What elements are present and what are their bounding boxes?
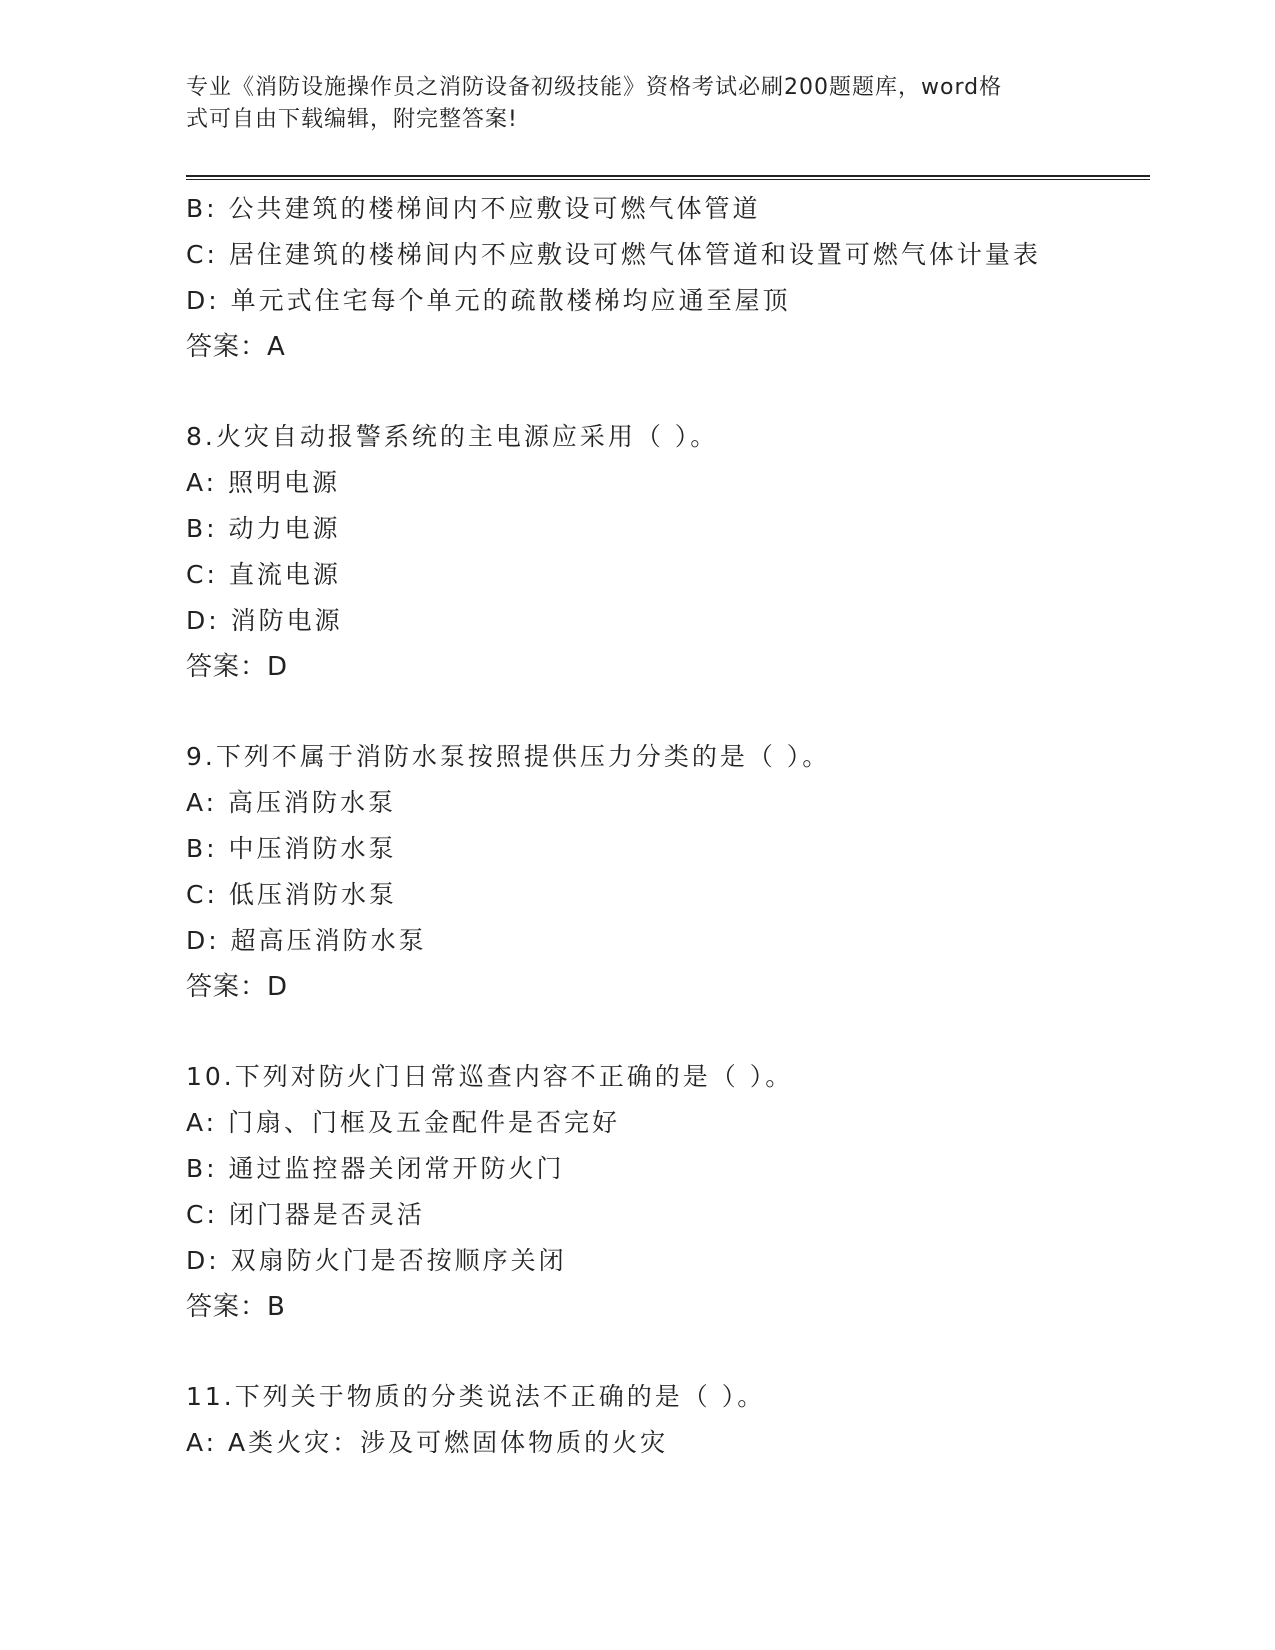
option-d: D: 消防电源 [186,606,343,635]
option-d: D: 超高压消防水泵 [186,926,427,955]
option-d: D: 双扇防火门是否按顺序关闭 [186,1246,567,1275]
option-a: A: A类火灾：涉及可燃固体物质的火灾 [186,1428,669,1457]
option-c: C: 闭门器是否灵活 [186,1200,425,1229]
question-stem: 8.火灾自动报警系统的主电源应采用（ ）。 [186,422,719,451]
question-10 [186,1054,1150,1330]
option-a: A: 高压消防水泵 [186,788,397,817]
spacer [186,690,1150,734]
option-b: B: 动力电源 [186,514,341,543]
option-b: B: 中压消防水泵 [186,834,397,863]
document-header [186,72,1066,136]
spacer [186,370,1150,414]
option-c: C: 低压消防水泵 [186,880,397,909]
option-a: A: 照明电源 [186,468,341,497]
spacer [186,1330,1150,1374]
question-list [186,186,1150,1466]
question-stem: 10.下列对防火门日常巡查内容不正确的是（ ）。 [186,1062,794,1091]
option-b: B: 通过监控器关闭常开防火门 [186,1154,565,1183]
question-9 [186,734,1150,1010]
option-b: B: 公共建筑的楼梯间内不应敷设可燃气体管道 [186,194,761,223]
header-line-1: 专业《消防设施操作员之消防设备初级技能》资格考试必刷200题题库，word格 [186,75,1003,100]
header-line-2: 式可自由下载编辑，附完整答案! [186,107,518,132]
question-stem: 11.下列关于物质的分类说法不正确的是（ ）。 [186,1382,766,1411]
option-c: C: 直流电源 [186,560,341,589]
option-c: C: 居住建筑的楼梯间内不应敷设可燃气体管道和设置可燃气体计量表 [186,240,1041,269]
spacer [186,1010,1150,1054]
question-stem: 9.下列不属于消防水泵按照提供压力分类的是（ ）。 [186,742,831,771]
answer: 答案：D [186,652,289,682]
answer: 答案：D [186,972,289,1002]
header-rule [186,175,1150,180]
answer: 答案：A [186,332,286,362]
question-11 [186,1374,1150,1466]
question-8 [186,414,1150,690]
option-d: D: 单元式住宅每个单元的疏散楼梯均应通至屋顶 [186,286,791,315]
question-7-tail [186,186,1150,370]
option-a: A: 门扇、门框及五金配件是否完好 [186,1108,621,1137]
answer: 答案：B [186,1292,286,1322]
